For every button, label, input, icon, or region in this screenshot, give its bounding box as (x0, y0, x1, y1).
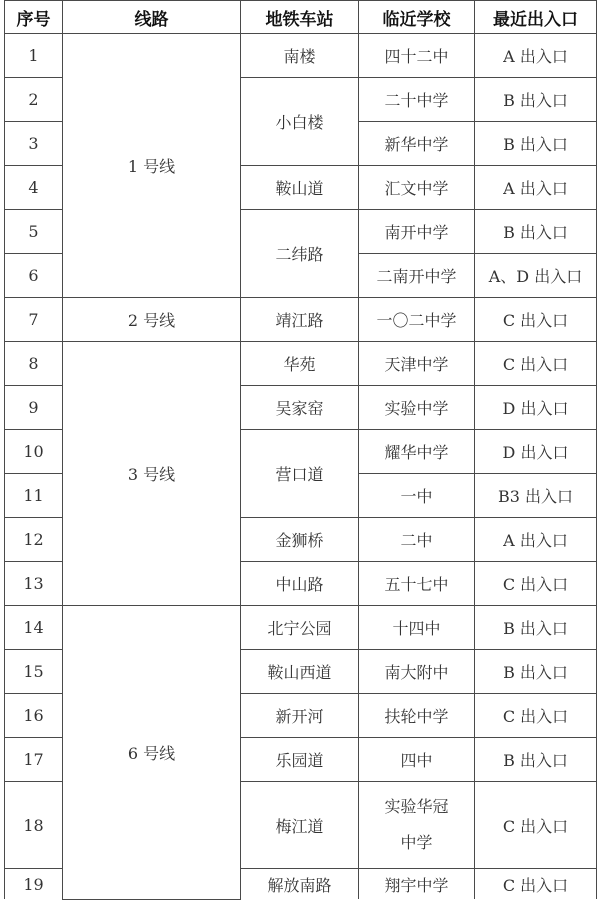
cell-no: 2 (5, 78, 63, 122)
cell-station: 中山路 (241, 562, 359, 606)
cell-no: 14 (5, 606, 63, 650)
cell-station: 梅江道 (241, 782, 359, 869)
cell-exit: B3 出入口 (475, 474, 597, 518)
cell-school: 实验中学 (359, 386, 475, 430)
cell-school: 二南开中学 (359, 254, 475, 298)
cell-station: 新开河 (241, 694, 359, 738)
cell-station: 小白楼 (241, 78, 359, 166)
cell-school: 南开中学 (359, 210, 475, 254)
cell-station: 鞍山西道 (241, 650, 359, 694)
cell-station: 南楼 (241, 34, 359, 78)
cell-no: 15 (5, 650, 63, 694)
cell-school: 翔宇中学 (359, 869, 475, 900)
cell-station: 鞍山道 (241, 166, 359, 210)
cell-school: 十四中 (359, 606, 475, 650)
cell-station: 靖江路 (241, 298, 359, 342)
table-row (5, 342, 597, 386)
header-no: 序号 (5, 1, 63, 34)
cell-station: 解放南路 (241, 869, 359, 900)
cell-station: 营口道 (241, 430, 359, 518)
cell-station: 北宁公园 (241, 606, 359, 650)
cell-exit: A 出入口 (475, 34, 597, 78)
cell-no: 5 (5, 210, 63, 254)
cell-no: 12 (5, 518, 63, 562)
table-row (5, 298, 597, 342)
cell-line-2: 2 号线 (63, 298, 241, 342)
cell-exit: C 出入口 (475, 342, 597, 386)
cell-school-line-2: 中学 (400, 833, 433, 852)
cell-school: 南大附中 (359, 650, 475, 694)
cell-exit: A 出入口 (475, 166, 597, 210)
cell-line-6: 6 号线 (63, 606, 241, 900)
cell-exit: D 出入口 (475, 430, 597, 474)
cell-school: 扶轮中学 (359, 694, 475, 738)
cell-station: 乐园道 (241, 738, 359, 782)
cell-no: 1 (5, 34, 63, 78)
cell-school: 四十二中 (359, 34, 475, 78)
table-row (5, 34, 597, 78)
cell-exit: B 出入口 (475, 738, 597, 782)
cell-station: 吴家窑 (241, 386, 359, 430)
cell-station: 华苑 (241, 342, 359, 386)
cell-no: 11 (5, 474, 63, 518)
table-row (5, 606, 597, 650)
cell-exit: B 出入口 (475, 122, 597, 166)
cell-school: 耀华中学 (359, 430, 475, 474)
header-school: 临近学校 (359, 1, 475, 34)
cell-no: 16 (5, 694, 63, 738)
cell-no: 7 (5, 298, 63, 342)
cell-exit: C 出入口 (475, 298, 597, 342)
cell-no: 6 (5, 254, 63, 298)
cell-school: 一中 (359, 474, 475, 518)
cell-line-1: 1 号线 (63, 34, 241, 298)
cell-school: 汇文中学 (359, 166, 475, 210)
cell-school (359, 782, 475, 869)
cell-line-3: 3 号线 (63, 342, 241, 606)
header-exit: 最近出入口 (475, 1, 597, 34)
cell-school-line-1: 实验华冠 (384, 797, 449, 816)
cell-no: 19 (5, 869, 63, 900)
cell-no: 9 (5, 386, 63, 430)
cell-exit: C 出入口 (475, 782, 597, 869)
cell-no: 4 (5, 166, 63, 210)
header-line: 线路 (63, 1, 241, 34)
header-station: 地铁车站 (241, 1, 359, 34)
cell-no: 18 (5, 782, 63, 869)
metro-school-table (4, 0, 597, 900)
cell-school: 五十七中 (359, 562, 475, 606)
cell-school: 二十中学 (359, 78, 475, 122)
cell-exit: B 出入口 (475, 210, 597, 254)
header-row (5, 1, 597, 34)
cell-no: 3 (5, 122, 63, 166)
cell-exit: C 出入口 (475, 562, 597, 606)
cell-exit: B 出入口 (475, 78, 597, 122)
cell-station: 金狮桥 (241, 518, 359, 562)
cell-school: 四中 (359, 738, 475, 782)
cell-station: 二纬路 (241, 210, 359, 298)
cell-exit: B 出入口 (475, 650, 597, 694)
cell-school: 新华中学 (359, 122, 475, 166)
cell-no: 17 (5, 738, 63, 782)
cell-exit: C 出入口 (475, 869, 597, 900)
cell-no: 13 (5, 562, 63, 606)
cell-exit: B 出入口 (475, 606, 597, 650)
cell-school: 二中 (359, 518, 475, 562)
cell-exit: D 出入口 (475, 386, 597, 430)
cell-no: 10 (5, 430, 63, 474)
cell-exit: A 出入口 (475, 518, 597, 562)
cell-exit: A、D 出入口 (475, 254, 597, 298)
cell-no: 8 (5, 342, 63, 386)
cell-exit: C 出入口 (475, 694, 597, 738)
cell-school: 天津中学 (359, 342, 475, 386)
cell-school: 一〇二中学 (359, 298, 475, 342)
